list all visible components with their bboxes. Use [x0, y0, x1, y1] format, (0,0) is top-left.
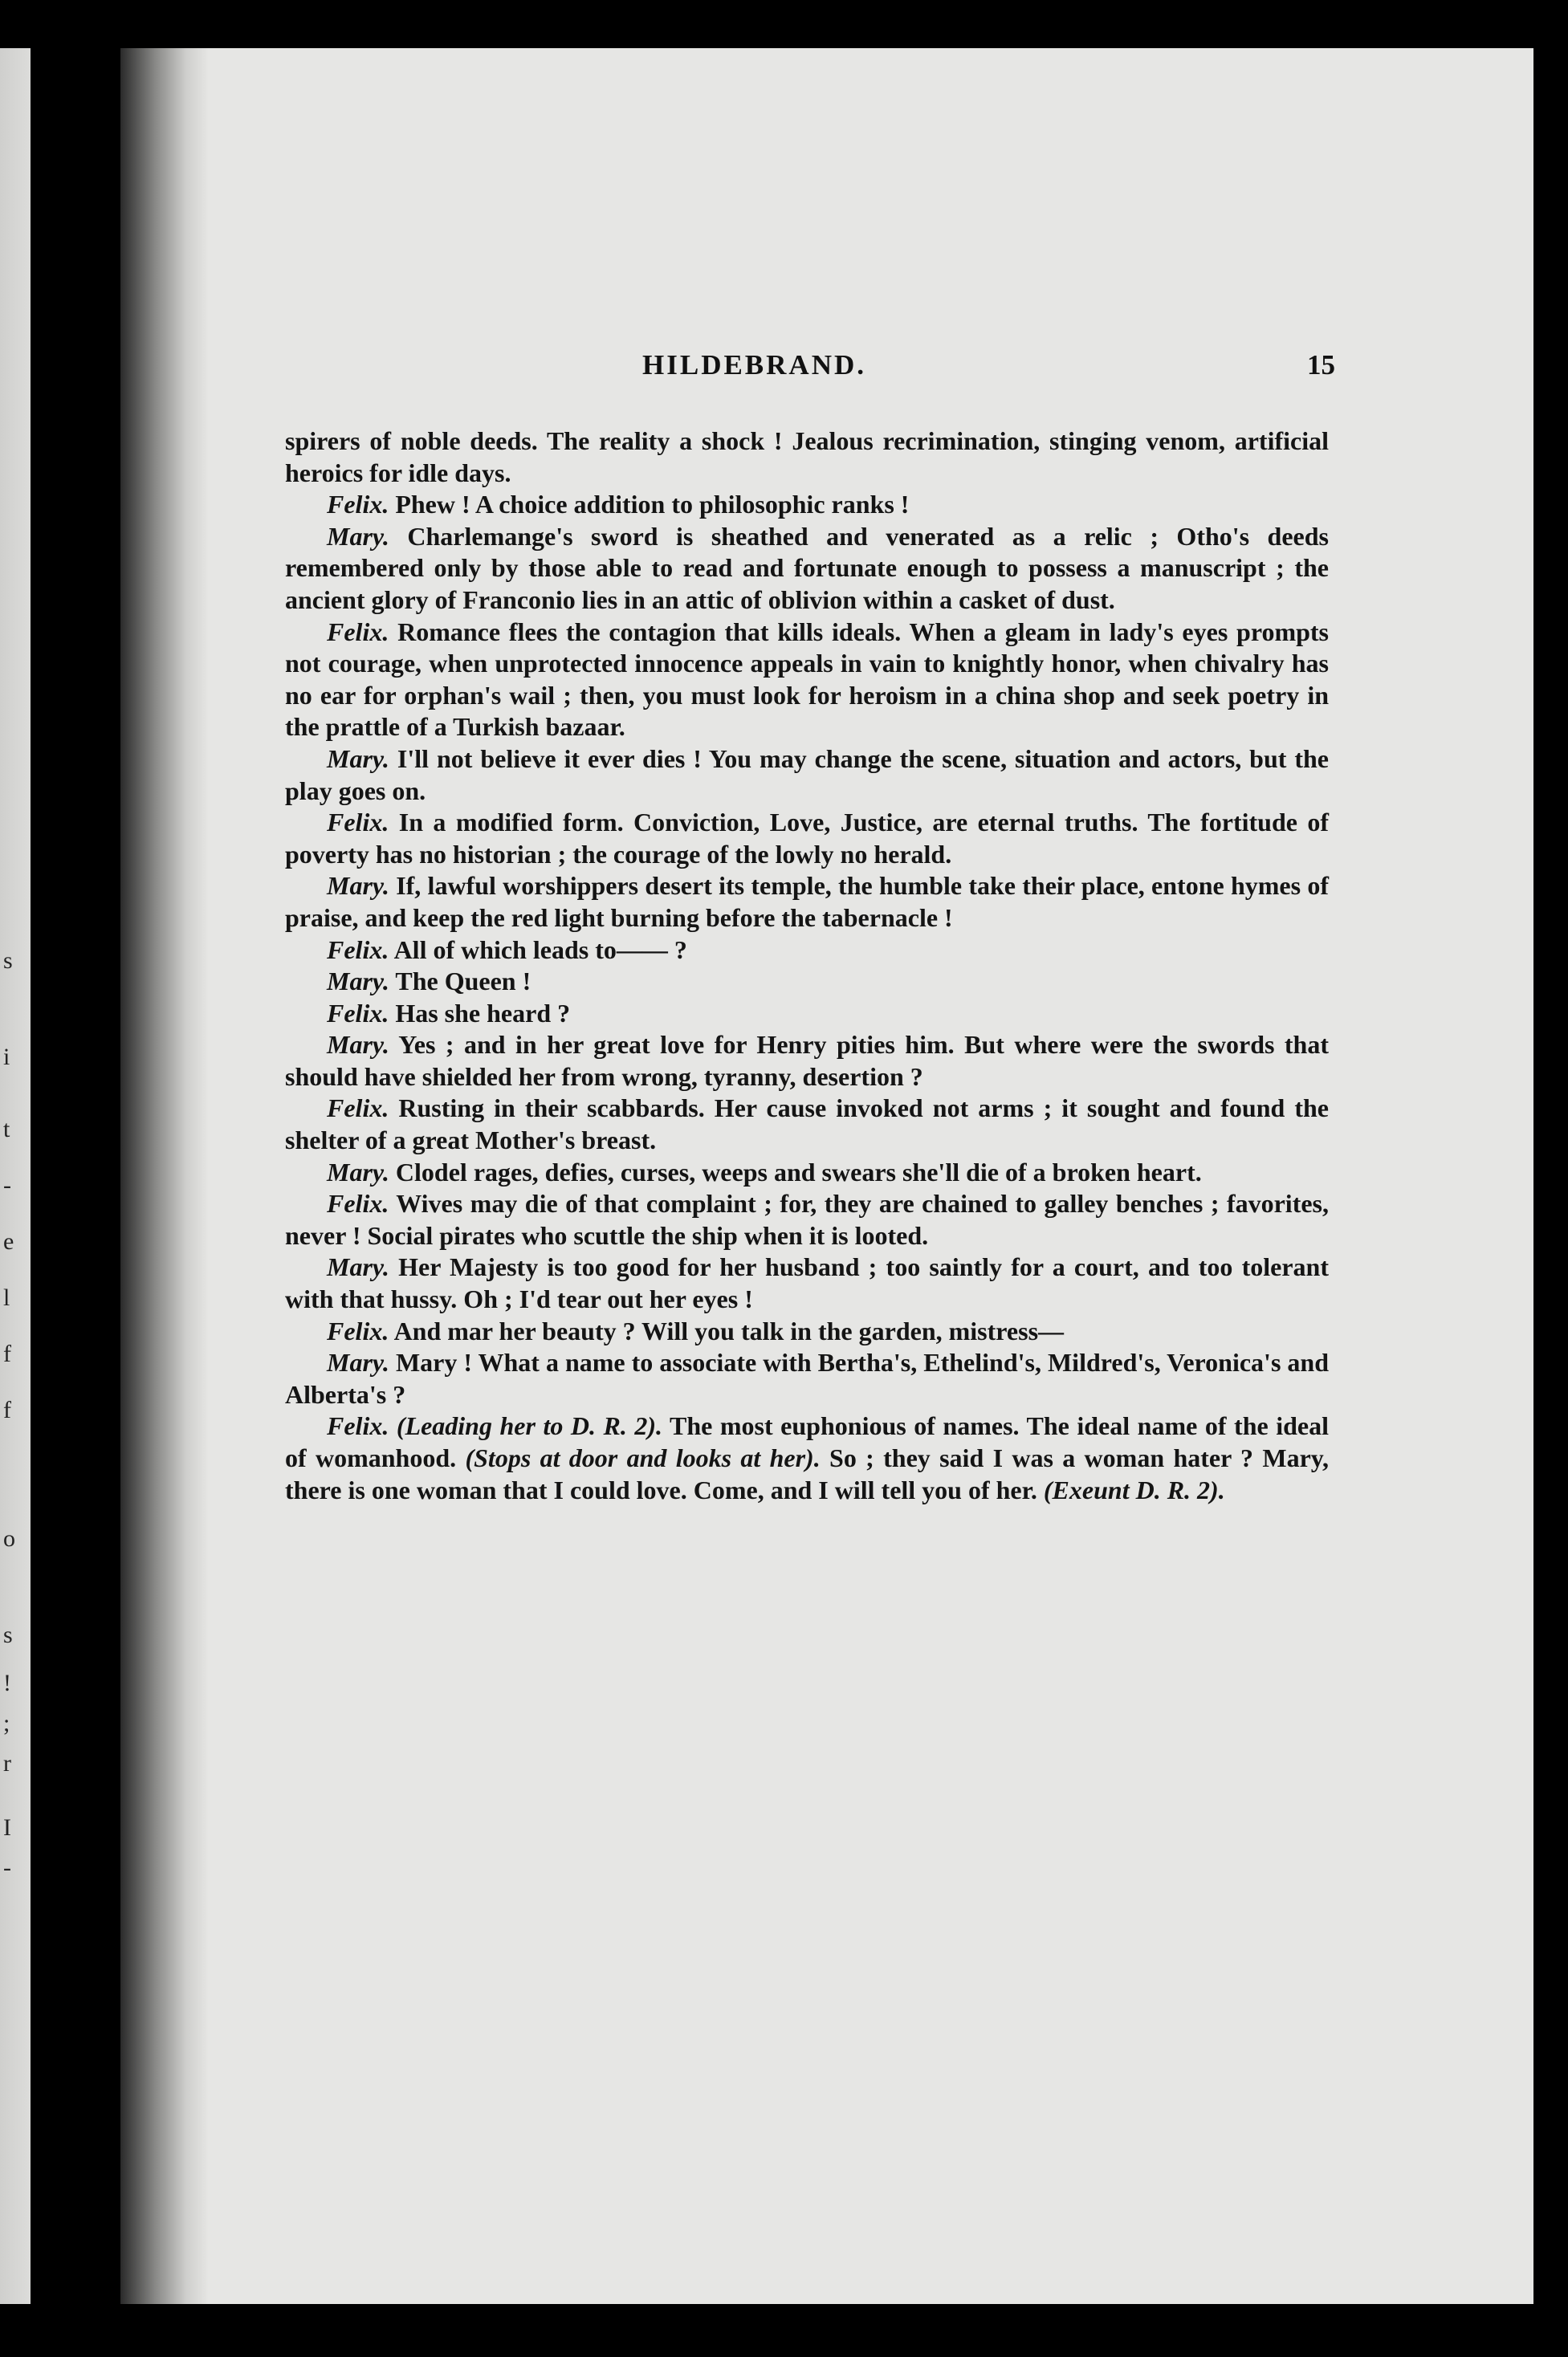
dialogue-text: And mar her beauty ? Will you talk in the garden, mistress—	[393, 1316, 1065, 1345]
dialogue-paragraph	[285, 1188, 1329, 1252]
speaker-name: Mary.	[327, 1252, 389, 1282]
speaker-name: Felix.	[327, 808, 389, 837]
dialogue-text: Romance flees the contagion that kills ideals. When a gleam in lady's eyes prompts not courage, when unprotected innocence appeals in vain to knightly honor, when chivalry has no ear for orphan's wail ; then, you must look for heroism in a china shop and seek poetry in the prattle of a Turkish bazaar.	[285, 617, 1329, 742]
dialogue-text: Rusting in their scabbards. Her cause invoked not arms ; it sought and found the shelter of a great Mother's breast.	[285, 1093, 1330, 1155]
speaker-name: Felix.	[327, 998, 389, 1028]
dialogue-paragraph	[285, 807, 1329, 870]
speaker-name: Mary.	[327, 743, 389, 773]
dialogue-paragraph	[285, 743, 1329, 807]
speaker-name: Mary.	[327, 1030, 389, 1060]
speaker-name: Felix.	[327, 1316, 389, 1345]
dialogue-paragraph	[285, 1347, 1329, 1411]
dialogue-paragraph	[285, 998, 1329, 1030]
speaker-name: Mary.	[327, 967, 389, 996]
dialogue-paragraph	[285, 870, 1329, 934]
speaker-name: Mary.	[327, 871, 389, 901]
stage-direction: (Exeunt D. R. 2).	[1043, 1475, 1225, 1504]
dialogue-paragraph	[285, 1093, 1329, 1156]
margin-mark: i	[3, 1044, 10, 1070]
margin-mark: o	[3, 1525, 15, 1552]
speaker-name: Felix.	[327, 1093, 389, 1123]
dialogue-text: Clodel rages, defies, curses, weeps and swears she'll die of a broken heart.	[395, 1157, 1202, 1187]
margin-mark: t	[3, 1116, 10, 1142]
stage-direction: (Stops at door and looks at her).	[465, 1443, 821, 1472]
dialogue-paragraph	[285, 617, 1329, 743]
speaker-name: Mary.	[327, 1157, 389, 1187]
running-head: HILDEBRAND.	[642, 349, 867, 381]
speaker-name: Mary.	[327, 1348, 389, 1378]
dialogue-text: Her Majesty is too good for her husband ; too saintly for a court, and too tolerant with that hussy. Oh ; I'd tear out her eyes !	[285, 1252, 1330, 1314]
dialogue-text: Wives may die of that complaint ; for, they are chained to galley benches ; favorites, never ! Social pirates who scuttle the ship when it is looted.	[285, 1189, 1330, 1250]
dialogue-text: In a modified form. Conviction, Love, Justice, are eternal truths. The fortitude of poverty has no historian ; the courage of the lowly no herald.	[285, 808, 1330, 869]
page-header	[120, 349, 1533, 389]
speaker-name: Felix.	[327, 490, 389, 519]
speaker-name: Felix.	[327, 1189, 389, 1219]
dialogue-paragraph	[285, 934, 1329, 967]
page-text	[285, 425, 1329, 1506]
dialogue-paragraph	[285, 1157, 1329, 1189]
book-page	[120, 48, 1533, 2304]
dialogue-text: The most euphonious of names. The ideal name of the ideal of womanhood.	[285, 1411, 1330, 1472]
dialogue-text: Yes ; and in her great love for Henry pities him. But where were the swords that should have shielded her from wrong, tyranny, desertion ?	[285, 1030, 1330, 1091]
margin-mark: I	[3, 1814, 11, 1841]
speaker-name: Mary.	[327, 521, 389, 551]
dialogue-text: Has she heard ?	[395, 998, 571, 1028]
dialogue-text: All of which leads to—— ?	[393, 934, 687, 964]
book-gutter-shadow	[120, 48, 209, 2304]
margin-mark: ;	[3, 1710, 10, 1736]
margin-mark: s	[3, 1622, 13, 1648]
dialogue-paragraph	[285, 1029, 1329, 1093]
margin-mark: f	[3, 1397, 11, 1423]
speaker-name: Felix.	[327, 1411, 389, 1441]
dialogue-text: Mary ! What a name to associate with Bertha's, Ethelind's, Mildred's, Veronica's and Alberta's ?	[285, 1348, 1330, 1409]
margin-mark: f	[3, 1341, 11, 1367]
dialogue-text: So ; they said I was a woman hater ? Mary, there is one woman that I could love. Come, and I will tell you of her.	[285, 1443, 1330, 1504]
margin-mark: l	[3, 1284, 10, 1311]
dialogue-paragraph	[285, 521, 1329, 617]
speaker-name: Felix.	[327, 617, 389, 646]
margin-mark: s	[3, 947, 13, 974]
dialogue-text: Phew ! A choice addition to philosophic ranks !	[395, 490, 910, 519]
margin-mark: e	[3, 1228, 14, 1255]
stage-direction: (Leading her to D. R. 2).	[396, 1411, 663, 1441]
dialogue-text: I'll not believe it ever dies ! You may change the scene, situation and actors, but the play goes on.	[285, 743, 1330, 805]
speaker-name: Felix.	[327, 934, 389, 964]
dialogue-text: The Queen !	[395, 967, 531, 996]
margin-mark: -	[3, 1172, 11, 1199]
margin-mark: r	[3, 1750, 11, 1777]
dialogue-paragraph	[285, 966, 1329, 998]
page-number: 15	[1307, 349, 1335, 381]
margin-mark: -	[3, 1854, 11, 1881]
dialogue-paragraph	[285, 425, 1329, 489]
dialogue-text: Charlemange's sword is sheathed and venerated as a relic ; Otho's deeds remembered only by those able to read and fortunate enough to possess a manuscript ; the ancient glory of Franconio lies in an attic of oblivion within a casket of dust.	[285, 521, 1330, 614]
dialogue-text: spirers of noble deeds. The reality a shock ! Jealous recrimination, stinging venom, artificial heroics for idle days.	[285, 426, 1329, 487]
dialogue-text: If, lawful worshippers desert its temple, the humble take their place, entone hymes of praise, and keep the red light burning before the tabernacle !	[285, 871, 1330, 932]
dialogue-paragraph	[285, 1411, 1329, 1506]
margin-mark: !	[3, 1670, 11, 1696]
dialogue-paragraph	[285, 489, 1329, 521]
dialogue-paragraph	[285, 1252, 1329, 1315]
dialogue-paragraph	[285, 1316, 1329, 1348]
